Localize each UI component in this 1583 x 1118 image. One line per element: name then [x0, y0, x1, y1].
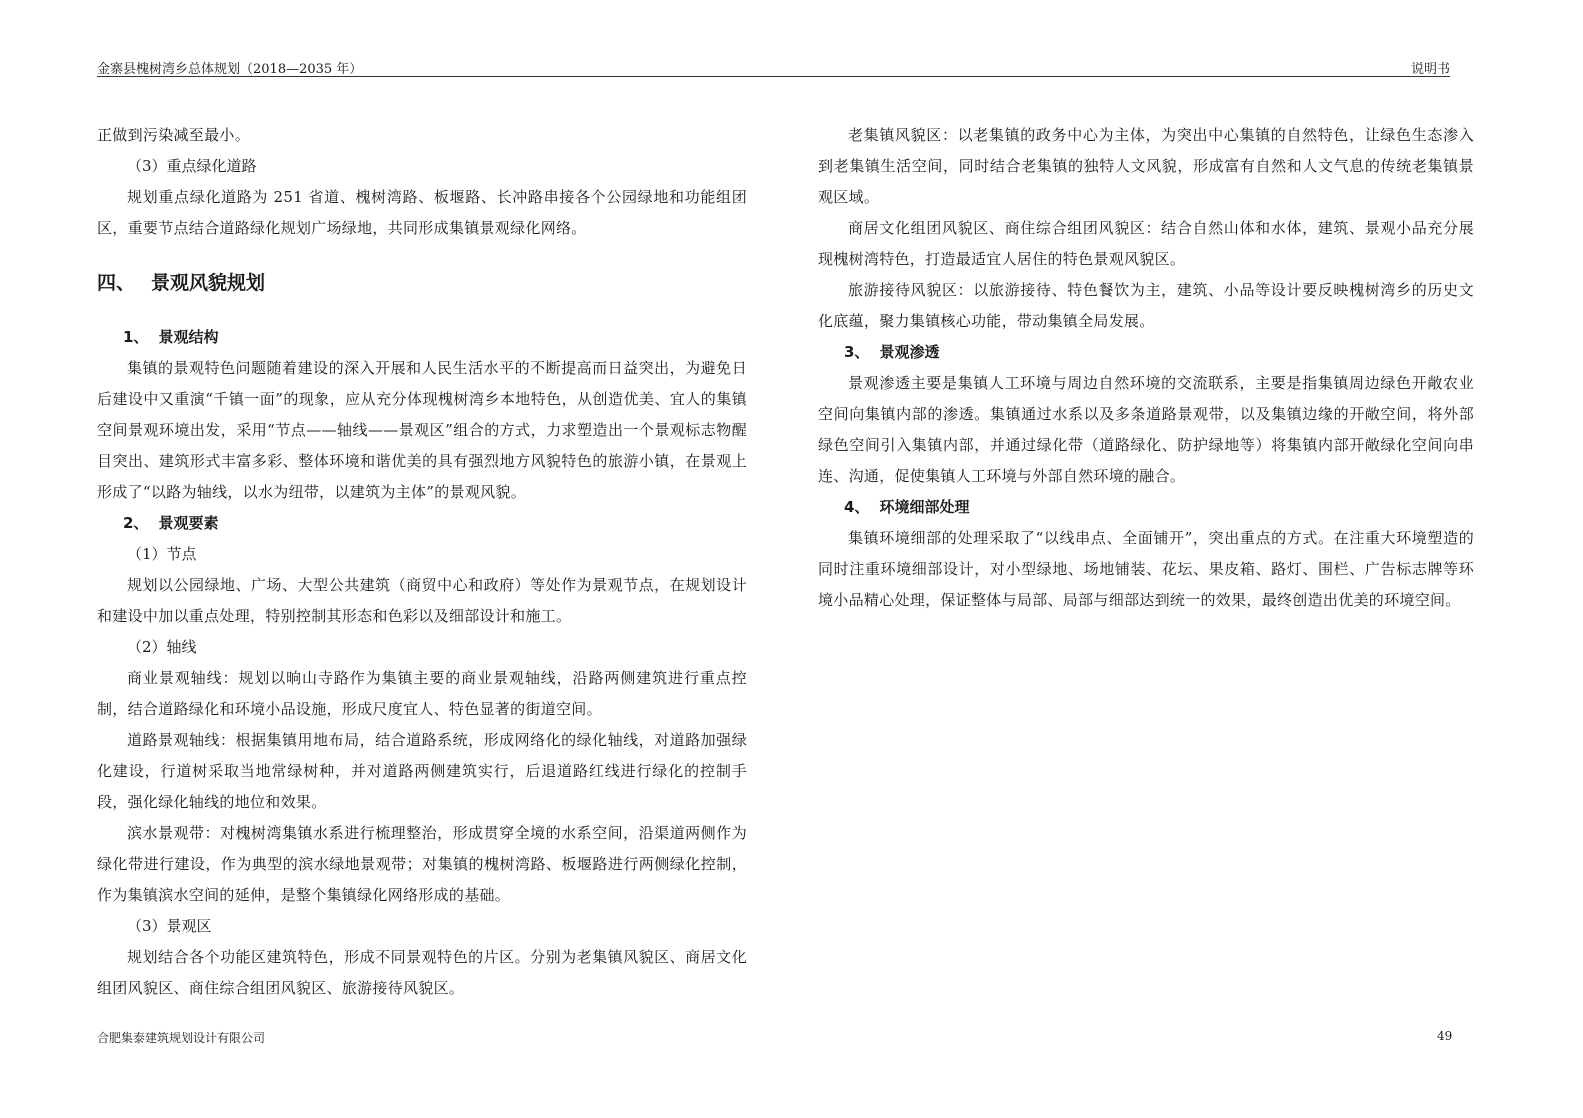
document-type: 说明书 — [1410, 62, 1450, 77]
section-title: 景观风貌规划 — [151, 272, 266, 294]
subsection-title: 环境细部处理 — [879, 498, 970, 516]
paragraph: 规划结合各个功能区建筑特色，形成不同景观特色的片区。分别为老集镇风貌区、商居文化组团风貌区、商住综合组团风貌区、旅游接待风貌区。 — [97, 948, 747, 997]
paragraph: 规划重点绿化道路为 251 省道、槐树湾路、板堰路、长冲路串接各个公园绿地和功能组团区，重要节点结合道路绿化规划广场绿地，共同形成集镇景观绿化网络。 — [97, 188, 747, 237]
paragraph: 商居文化组团风貌区、商住综合组团风貌区：结合自然山体和水体，建筑、景观小品充分展现槐树湾特色，打造最适宜人居住的特色景观风貌区。 — [818, 219, 1474, 268]
paragraph: 景观渗透主要是集镇人工环境与周边自然环境的交流联系，主要是指集镇周边绿色开敞农业空间向集镇内部的渗透。集镇通过水系以及多条道路景观带，以及集镇边缘的开敞空间，将外部绿色空间引入集镇内部，并通过绿化带（道路绿化、防护绿地等）将集镇内部开敞绿化空间向串连、沟通，促使集镇人工环境与外部自然环境的融合。 — [818, 374, 1474, 485]
subheading: （2）轴线 — [127, 638, 197, 656]
section-number: 四、 — [97, 272, 136, 294]
document-title: 金寨县槐树湾乡总体规划（2018—2035 年） — [97, 62, 363, 77]
subheading: （3）景观区 — [127, 917, 212, 935]
left-column — [97, 120, 747, 1004]
paragraph: 规划以公园绿地、广场、大型公共建筑（商贸中心和政府）等处作为景观节点，在规划设计和建设中加以重点处理，特别控制其形态和色彩以及细部设计和施工。 — [97, 576, 747, 625]
subsection-number: 4、 — [844, 498, 870, 516]
paragraph: 集镇的景观特色问题随着建设的深入开展和人民生活水平的不断提高而日益突出，为避免日后建设中又重演“千镇一面”的现象，应从充分体现槐树湾乡本地特色，从创造优美、宜人的集镇空间景观环境出发，采用“节点——轴线——景观区”组合的方式，力求塑造出一个景观标志物醒目突出、建筑形式丰富多彩、整体环境和谐优美的具有强烈地方风貌特色的旅游小镇，在景观上形成了“以路为轴线，以水为纽带，以建筑为主体”的景观风貌。 — [97, 359, 747, 501]
paragraph: 滨水景观带：对槐树湾集镇水系进行梳理整治，形成贯穿全境的水系空间，沿渠道两侧作为绿化带进行建设，作为典型的滨水绿地景观带；对集镇的槐树湾路、板堰路进行两侧绿化控制，作为集镇滨水空间的延伸，是整个集镇绿化网络形成的基础。 — [97, 824, 747, 904]
paragraph: 旅游接待风貌区：以旅游接待、特色餐饮为主，建筑、小品等设计要反映槐树湾乡的历史文化底蕴，聚力集镇核心功能，带动集镇全局发展。 — [818, 281, 1474, 330]
subheading: （3）重点绿化道路 — [127, 157, 257, 175]
subsection-number: 1、 — [123, 328, 149, 346]
paragraph: 正做到污染减至最小。 — [97, 126, 251, 144]
subsection-number: 3、 — [844, 343, 870, 361]
subheading: （1）节点 — [127, 545, 197, 563]
footer-company: 合肥集泰建筑规划设计有限公司 — [97, 1031, 266, 1045]
subsection-title: 景观渗透 — [879, 343, 940, 361]
page-header — [97, 56, 1450, 77]
paragraph: 道路景观轴线：根据集镇用地布局，结合道路系统，形成网络化的绿化轴线，对道路加强绿化建设，行道树采取当地常绿树种，并对道路两侧建筑实行，后退道路红线进行绿化的控制手段，强化绿化轴线的地位和效果。 — [97, 731, 747, 811]
subsection-heading — [818, 492, 1474, 523]
section-heading — [97, 268, 747, 298]
paragraph: 集镇环境细部的处理采取了“以线串点、全面铺开”，突出重点的方式。在注重大环境塑造的同时注重环境细部设计，对小型绿地、场地铺装、花坛、果皮箱、路灯、围栏、广告标志牌等环境小品精心处理，保证整体与局部、局部与细部达到统一的效果，最终创造出优美的环境空间。 — [818, 529, 1474, 609]
page-number: 49 — [1437, 1029, 1453, 1043]
paragraph: 老集镇风貌区：以老集镇的政务中心为主体，为突出中心集镇的自然特色，让绿色生态渗入到老集镇生活空间，同时结合老集镇的独特人文风貌，形成富有自然和人文气息的传统老集镇景观区域。 — [818, 126, 1474, 206]
subsection-heading — [97, 322, 747, 353]
subsection-number: 2、 — [123, 514, 149, 532]
right-column — [818, 120, 1474, 616]
subsection-heading — [818, 337, 1474, 368]
subsection-title: 景观结构 — [158, 328, 219, 346]
paragraph: 商业景观轴线：规划以晌山寺路作为集镇主要的商业景观轴线，沿路两侧建筑进行重点控制，结合道路绿化和环境小品设施，形成尺度宜人、特色显著的街道空间。 — [97, 669, 747, 718]
subsection-title: 景观要素 — [158, 514, 219, 532]
subsection-heading — [97, 508, 747, 539]
